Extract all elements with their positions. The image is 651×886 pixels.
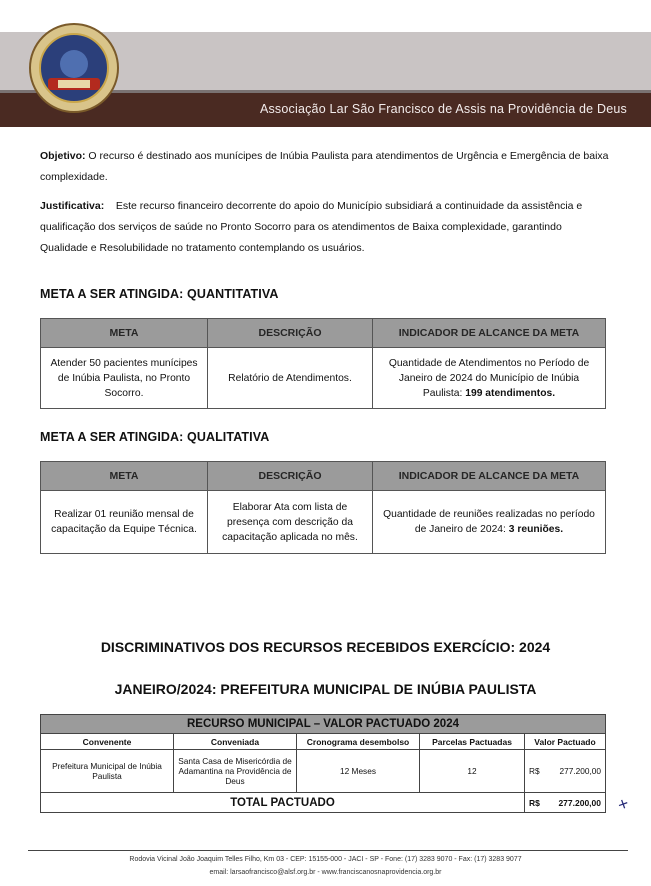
convenente-cell: Prefeitura Municipal de Inúbia Paulista xyxy=(41,750,174,793)
organization-name: Associação Lar São Francisco de Assis na Providência de Deus xyxy=(259,102,627,116)
justificativa-text: Este recurso financeiro decorrente do apoio do Município subsidiará a continuidade da assistência e qualificação dos serviços de saúde no Pronto Socorro para os atendimentos de Baixa complexidade, garantindo Qualidade e Resolubilidade no tratamento contemplando os usuários. xyxy=(40,200,583,254)
column-header: INDICADOR DE ALCANCE DA META xyxy=(373,462,606,491)
table-row xyxy=(41,348,606,409)
discriminativos-title: DISCRIMINATIVOS DOS RECURSOS RECEBIDOS EXERCÍCIO: 2024 xyxy=(100,639,551,655)
janeiro-title: JANEIRO/2024: PREFEITURA MUNICIPAL DE INÚBIA PAULISTA xyxy=(114,681,537,697)
recurso-banner: RECURSO MUNICIPAL – VALOR PACTUADO 2024 xyxy=(41,715,606,734)
column-header: Parcelas Pactuadas xyxy=(420,734,525,750)
footer-address: Rodovia Vicinal João Joaquim Telles Filho, Km 03 - CEP: 15155-000 - JACI - SP - Fone: (17) 3283 9070 - Fax: (17) 3283 9077 xyxy=(129,856,522,863)
parcelas-cell: 12 xyxy=(420,750,525,793)
meta-cell: Atender 50 pacientes munícipes de Inúbia Paulista, no Pronto Socorro. xyxy=(41,348,208,409)
indicador-cell xyxy=(373,348,606,409)
column-header: DESCRIÇÃO xyxy=(208,462,373,491)
total-amount: 277.200,00 xyxy=(558,797,601,808)
currency-label: R$ xyxy=(529,766,540,776)
column-header: Cronograma desembolso xyxy=(297,734,420,750)
footer-divider xyxy=(28,850,628,851)
handwritten-mark: + xyxy=(614,792,632,816)
column-header: Valor Pactuado xyxy=(525,734,606,750)
table-row xyxy=(41,750,606,793)
indicador-text: Quantidade de reuniões realizadas no período de Janeiro de 2024: xyxy=(383,509,595,535)
qualitativa-table xyxy=(40,461,606,554)
column-header: META xyxy=(41,319,208,348)
column-header: Conveniada xyxy=(174,734,297,750)
column-header: DESCRIÇÃO xyxy=(208,319,373,348)
objetivo-paragraph xyxy=(40,146,612,188)
meta-cell: Realizar 01 reunião mensal de capacitação da Equipe Técnica. xyxy=(41,491,208,554)
total-label: TOTAL PACTUADO xyxy=(41,793,525,813)
table-header-row xyxy=(41,319,606,348)
conveniada-cell: Santa Casa de Misericórdia de Adamantina na Providência de Deus xyxy=(174,750,297,793)
table-header-row xyxy=(41,734,606,750)
column-header: INDICADOR DE ALCANCE DA META xyxy=(373,319,606,348)
recurso-table xyxy=(40,714,606,813)
table-row xyxy=(41,491,606,554)
descricao-cell: Relatório de Atendimentos. xyxy=(208,348,373,409)
justificativa-label: Justificativa: xyxy=(40,200,105,212)
indicador-value: 3 reuniões. xyxy=(508,524,564,535)
quantitativa-table xyxy=(40,318,606,409)
objetivo-text: O recurso é destinado aos munícipes de Inúbia Paulista para atendimentos de Urgência e Emergência de baixa complexidade. xyxy=(40,150,609,183)
total-valor-cell xyxy=(525,793,606,813)
indicador-text: Quantidade de Atendimentos no Período de Janeiro de 2024 do Município de Inúbia Paulista: xyxy=(388,357,590,399)
quantitativa-title: META A SER ATINGIDA: QUANTITATIVA xyxy=(40,287,279,301)
objetivo-label: Objetivo: xyxy=(40,150,86,162)
column-header: META xyxy=(41,462,208,491)
justificativa-paragraph xyxy=(40,196,612,259)
table-header-row xyxy=(41,462,606,491)
valor-cell xyxy=(525,750,606,793)
total-row xyxy=(41,793,606,813)
qualitativa-title: META A SER ATINGIDA: QUALITATIVA xyxy=(40,430,270,444)
cronograma-cell: 12 Meses xyxy=(297,750,420,793)
indicador-cell xyxy=(373,491,606,554)
indicador-value: 199 atendimentos. xyxy=(465,387,556,399)
total-currency: R$ xyxy=(529,797,540,808)
descricao-cell: Elaborar Ata com lista de presença com descrição da capacitação aplicada no mês. xyxy=(208,491,373,554)
organization-logo xyxy=(28,22,120,114)
column-header: Convenente xyxy=(41,734,174,750)
footer-contact: email: larsaofrancisco@alsf.org.br - www.franciscanosnaprovidencia.org.br xyxy=(209,869,442,876)
valor-amount: 277.200,00 xyxy=(559,766,601,776)
